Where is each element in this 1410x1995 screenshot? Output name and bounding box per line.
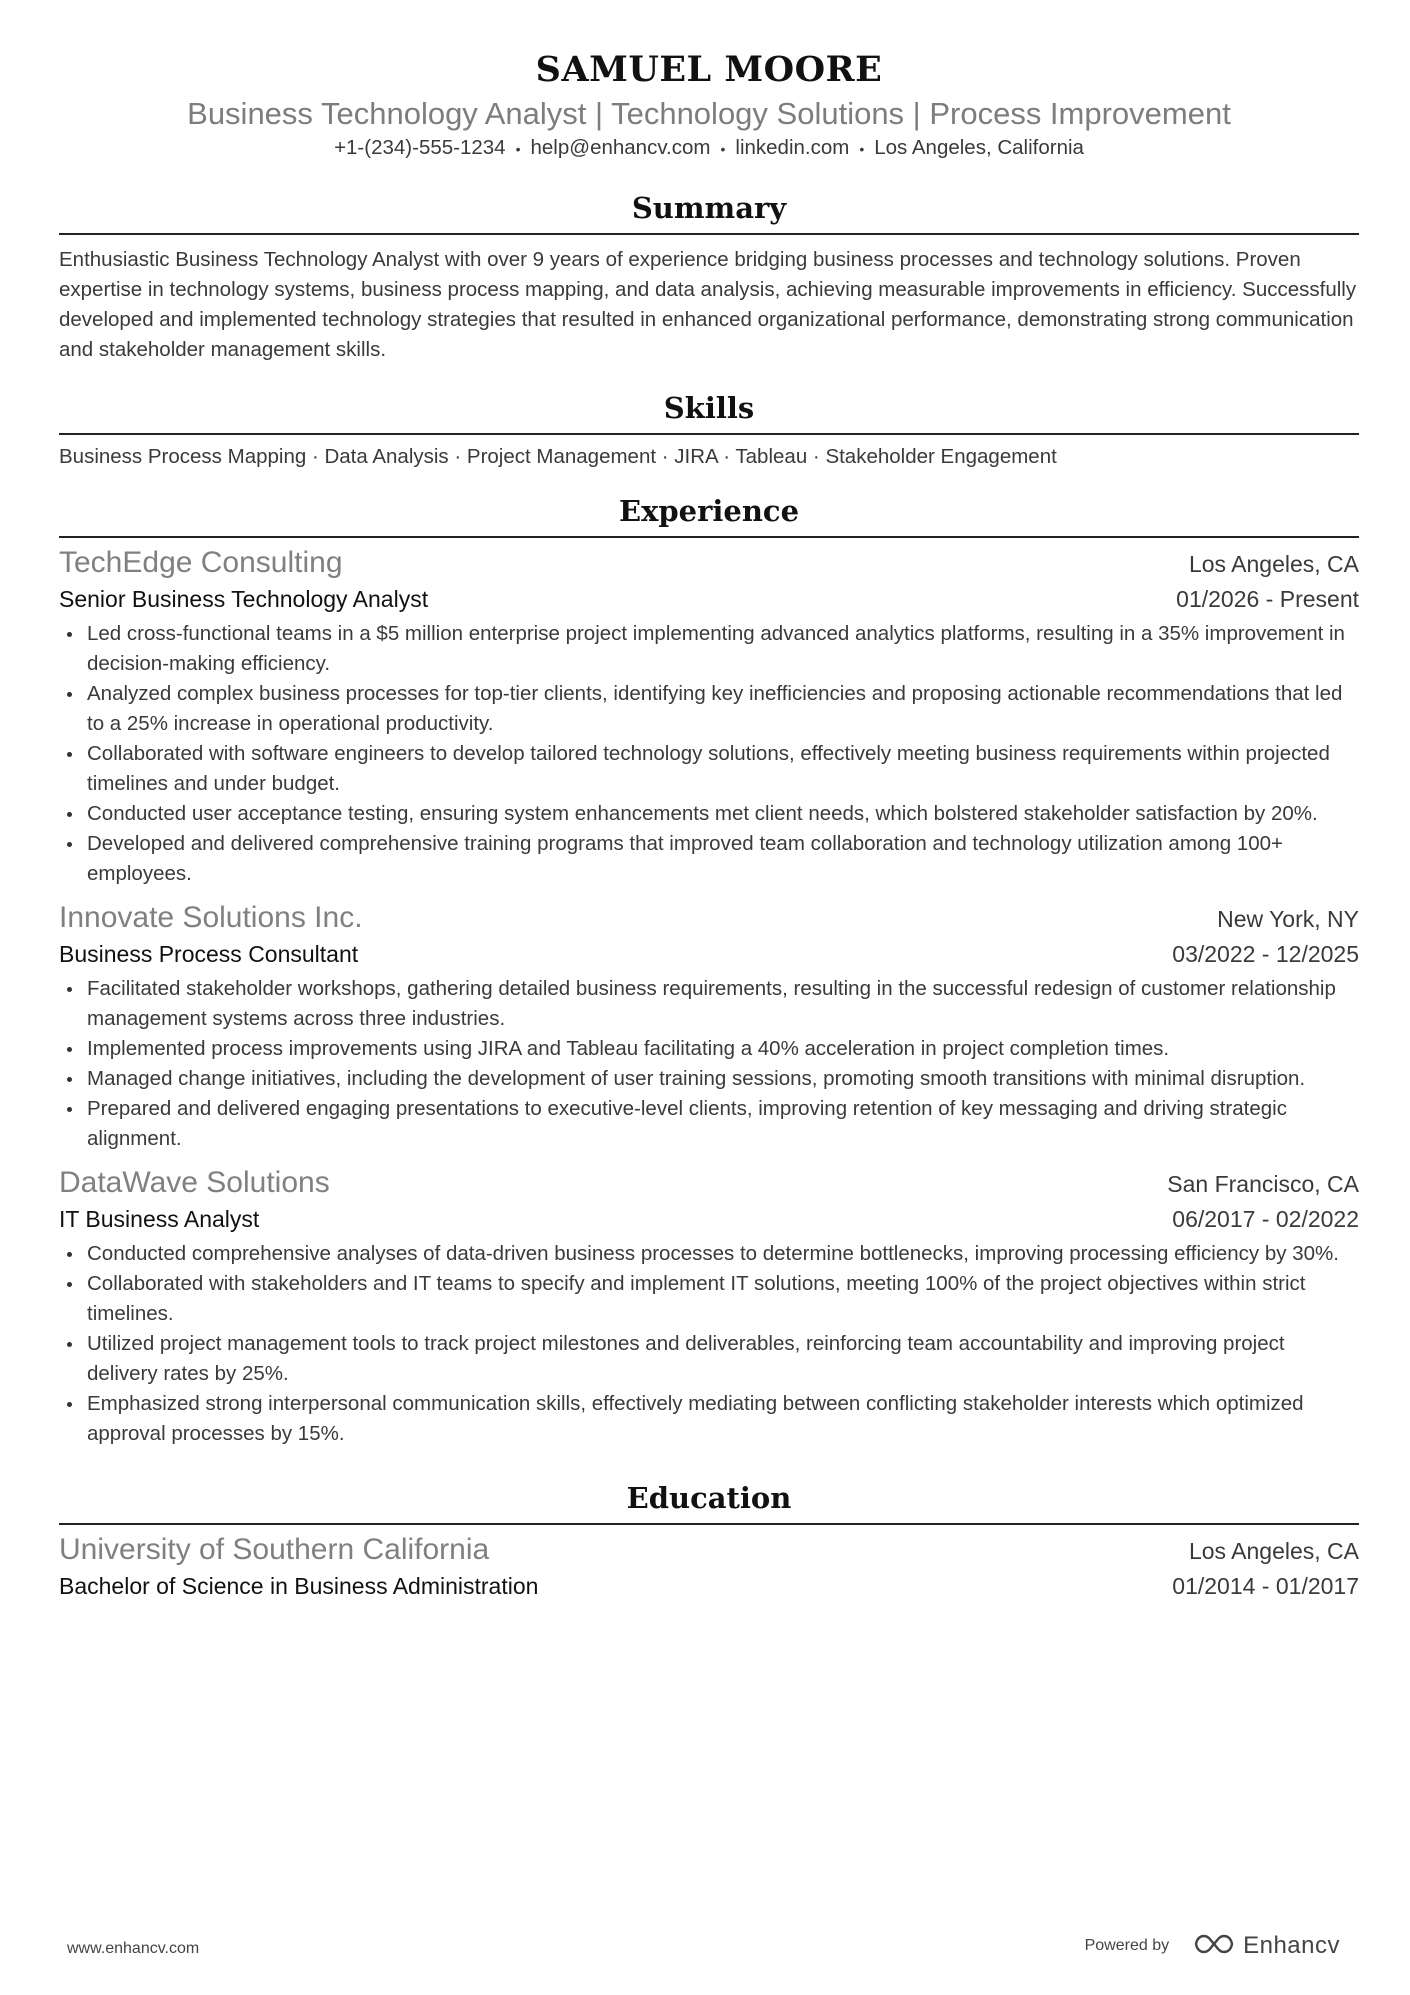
section-title-education: Education (59, 1479, 1359, 1525)
skills-section (59, 389, 1359, 472)
bullet-item: Collaborated with software engineers to develop tailored technology solutions, effectively meeting business requirements within projected timelines and under budget. (59, 739, 1359, 799)
job-title: IT Business Analyst (59, 1205, 260, 1232)
job-location: San Francisco, CA (1167, 1170, 1359, 1197)
job-dates: 01/2026 - Present (1176, 585, 1359, 612)
footer-branding[interactable] (1085, 1932, 1340, 1960)
bullet-item: Developed and delivered comprehensive training programs that improved team collaboration and technology utilization among 100+ employees. (59, 829, 1359, 889)
contact-email[interactable]: help@enhancv.com (530, 136, 711, 159)
job-title: Business Process Consultant (59, 940, 359, 967)
job-location: Los Angeles, CA (1188, 550, 1359, 577)
degree-name: Bachelor of Science in Business Administration (59, 1572, 539, 1599)
company-name: TechEdge Consulting (59, 545, 343, 579)
experience-entry (59, 899, 1359, 1154)
contact-linkedin[interactable]: linkedin.com (735, 136, 850, 159)
bullet-item: Led cross-functional teams in a $5 million enterprise project implementing advanced analytics platforms, resulting in a 35% improvement in decision-making efficiency. (59, 619, 1359, 679)
bullet-item: Emphasized strong interpersonal communication skills, effectively mediating between conflicting stakeholder interests which optimized approval processes by 15%. (59, 1389, 1359, 1449)
bullet-item: Conducted comprehensive analyses of data-driven business processes to determine bottlenecks, improving processing efficiency by 30%. (59, 1239, 1359, 1269)
summary-text: Enthusiastic Business Technology Analyst with over 9 years of experience bridging business processes and technology solutions. Proven expertise in technology systems, business process mapping, and data analysis, achieving measurable improvements in efficiency. Successfully developed and implemented technology strategies that resulted in enhanced organizational performance, demonstrating strong communication and stakeholder management skills. (59, 247, 1357, 361)
candidate-name: SAMUEL MOORE (535, 49, 883, 90)
footer-website[interactable]: www.enhancv.com (67, 1940, 200, 1957)
job-dates: 03/2022 - 12/2025 (1172, 940, 1359, 967)
bullet-separator: • (515, 140, 521, 157)
job-bullets (59, 974, 1359, 1154)
experience-entry (59, 544, 1359, 889)
experience-entry (59, 1164, 1359, 1449)
contact-location: Los Angeles, California (874, 136, 1084, 159)
school-name: University of Southern California (59, 1532, 490, 1566)
job-bullets (59, 619, 1359, 889)
education-dates: 01/2014 - 01/2017 (1172, 1572, 1359, 1599)
section-title-summary: Summary (59, 189, 1359, 235)
bullet-item: Facilitated stakeholder workshops, gathering detailed business requirements, resulting in the successful redesign of customer relationship management systems across three industries. (59, 974, 1359, 1034)
section-title-skills: Skills (59, 389, 1359, 435)
school-location: Los Angeles, CA (1188, 1537, 1359, 1564)
bullet-item: Prepared and delivered engaging presentations to executive-level clients, improving retention of key messaging and driving strategic alignment. (59, 1094, 1359, 1154)
company-name: DataWave Solutions (59, 1165, 330, 1199)
skills-list: Business Process Mapping · Data Analysis · Project Management · JIRA · Tableau · Stakeholder Engagement (59, 444, 1057, 468)
enhancv-brand: Enhancv (1243, 1932, 1340, 1959)
candidate-headline: Business Technology Analyst | Technology Solutions | Process Improvement (187, 96, 1231, 131)
job-title: Senior Business Technology Analyst (59, 585, 429, 612)
contact-phone[interactable]: +1-(234)-555-1234 (334, 136, 506, 159)
resume-header (59, 48, 1359, 163)
powered-by-label: Powered by (1084, 1937, 1170, 1954)
bullet-item: Conducted user acceptance testing, ensuring system enhancements met client needs, which bolstered stakeholder satisfaction by 20%. (59, 799, 1359, 829)
education-section (59, 1479, 1359, 1602)
bullet-separator: • (859, 140, 865, 157)
bullet-separator: • (720, 140, 726, 157)
job-dates: 06/2017 - 02/2022 (1172, 1205, 1359, 1232)
section-title-experience: Experience (59, 492, 1359, 538)
job-bullets (59, 1239, 1359, 1449)
education-entry (59, 1531, 1359, 1602)
bullet-item: Managed change initiatives, including the development of user training sessions, promoting smooth transitions with minimal disruption. (59, 1064, 1359, 1094)
summary-section (59, 189, 1359, 365)
company-name: Innovate Solutions Inc. (59, 900, 363, 934)
bullet-item: Implemented process improvements using JIRA and Tableau facilitating a 40% acceleration in project completion times. (59, 1034, 1359, 1064)
bullet-item: Collaborated with stakeholders and IT teams to specify and implement IT solutions, meeting 100% of the project objectives within strict timelines. (59, 1269, 1359, 1329)
bullet-item: Analyzed complex business processes for top-tier clients, identifying key inefficiencies and proposing actionable recommendations that led to a 25% increase in operational productivity. (59, 679, 1359, 739)
resume-page (59, 48, 1359, 1602)
job-location: New York, NY (1217, 905, 1359, 932)
enhancv-logo-icon (1193, 1933, 1235, 1960)
contact-line (59, 134, 1359, 163)
bullet-item: Utilized project management tools to track project milestones and deliverables, reinforcing team accountability and improving project delivery rates by 25%. (59, 1329, 1359, 1389)
experience-section (59, 492, 1359, 1449)
